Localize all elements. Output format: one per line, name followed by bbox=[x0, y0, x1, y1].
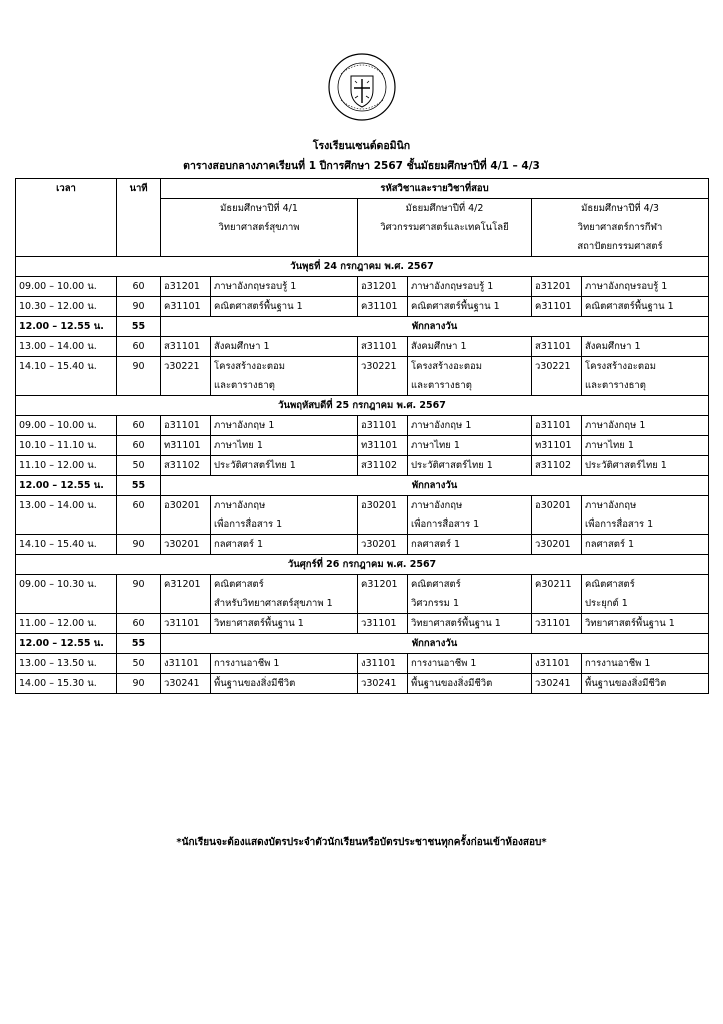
minutes-cell: 90 bbox=[117, 575, 161, 614]
subject-code-cell: ว30241 bbox=[161, 674, 211, 694]
subject-name-cell bbox=[211, 456, 358, 476]
day-header-row bbox=[16, 396, 709, 416]
subject-name-cell-line: กลศาสตร์ 1 bbox=[214, 539, 264, 550]
subject-code-cell: ค31101 bbox=[532, 297, 582, 317]
subject-name-cell bbox=[408, 357, 532, 396]
subject-name-cell bbox=[211, 674, 358, 694]
time-cell: 14.10 – 15.40 น. bbox=[16, 357, 117, 396]
minutes-cell: 55 bbox=[117, 634, 161, 654]
subject-name-cell-line: ประวัติศาสตร์ไทย 1 bbox=[214, 460, 296, 471]
class-program: วิศวกรรมศาสตร์และเทคโนโลยี bbox=[380, 222, 509, 233]
subject-name-cell bbox=[408, 674, 532, 694]
subject-name-cell-line: วิทยาศาสตร์พื้นฐาน 1 bbox=[585, 618, 675, 629]
exam-row bbox=[16, 575, 709, 614]
minutes-cell: 90 bbox=[117, 357, 161, 396]
subject-name-cell-line: พื้นฐานของสิ่งมีชีวิต bbox=[585, 678, 667, 689]
subject-code-cell: ว30241 bbox=[532, 674, 582, 694]
subject-code-cell: ว31101 bbox=[532, 614, 582, 634]
subject-name-cell bbox=[211, 575, 358, 614]
subject-name-cell bbox=[211, 297, 358, 317]
subject-name-cell-line: โครงสร้างอะตอม bbox=[411, 361, 483, 372]
subject-name-cell-line: พื้นฐานของสิ่งมีชีวิต bbox=[214, 678, 296, 689]
subject-name-cell bbox=[408, 456, 532, 476]
subject-code-cell: ค31101 bbox=[161, 297, 211, 317]
class-header-3 bbox=[532, 199, 709, 257]
exam-row bbox=[16, 496, 709, 535]
time-cell: 10.10 – 11.10 น. bbox=[16, 436, 117, 456]
subject-code-cell: ค31201 bbox=[358, 575, 408, 614]
minutes-cell: 90 bbox=[117, 674, 161, 694]
subject-name-cell-line: คณิตศาสตร์ bbox=[585, 579, 635, 590]
minutes-column-header: นาที bbox=[117, 179, 161, 257]
subject-name-cell-line: ภาษาอังกฤษรอบรู้ 1 bbox=[214, 281, 297, 292]
break-label: พักกลางวัน bbox=[161, 476, 709, 496]
subject-name-cell-line: คณิตศาสตร์พื้นฐาน 1 bbox=[585, 301, 674, 312]
subject-code-cell: ส31102 bbox=[161, 456, 211, 476]
exam-row bbox=[16, 416, 709, 436]
exam-row bbox=[16, 456, 709, 476]
minutes-cell: 90 bbox=[117, 535, 161, 555]
time-cell: 12.00 – 12.55 น. bbox=[16, 634, 117, 654]
time-cell: 09.00 – 10.30 น. bbox=[16, 575, 117, 614]
subject-name-cell bbox=[582, 357, 709, 396]
subject-name-cell bbox=[408, 297, 532, 317]
subject-name-cell-line: การงานอาชีพ 1 bbox=[585, 658, 651, 669]
subject-name-cell bbox=[408, 575, 532, 614]
exam-row bbox=[16, 436, 709, 456]
subject-name-cell-line: สังคมศึกษา 1 bbox=[585, 341, 641, 352]
subject-name-cell-line: เพื่อการสื่อสาร 1 bbox=[411, 519, 480, 530]
subject-name-cell bbox=[408, 337, 532, 357]
subject-name-cell-line: พื้นฐานของสิ่งมีชีวิต bbox=[411, 678, 493, 689]
subject-name-cell-line: ภาษาอังกฤษ 1 bbox=[585, 420, 646, 431]
subject-name-cell bbox=[582, 535, 709, 555]
subject-name-cell bbox=[211, 436, 358, 456]
subject-name-cell-line: ภาษาอังกฤษ bbox=[214, 500, 266, 511]
minutes-cell: 60 bbox=[117, 277, 161, 297]
exam-row bbox=[16, 614, 709, 634]
time-cell: 13.00 – 14.00 น. bbox=[16, 496, 117, 535]
subject-name-cell bbox=[582, 337, 709, 357]
subject-name-cell bbox=[211, 277, 358, 297]
day-title: วันศุกร์ที่ 26 กรกฎาคม พ.ศ. 2567 bbox=[16, 555, 709, 575]
subject-name-cell-line: กลศาสตร์ 1 bbox=[411, 539, 461, 550]
day-title: วันพุธที่ 24 กรกฎาคม พ.ศ. 2567 bbox=[16, 257, 709, 277]
class-program: สถาปัตยกรรมศาสตร์ bbox=[577, 241, 663, 252]
subject-name-cell bbox=[211, 337, 358, 357]
exam-row bbox=[16, 297, 709, 317]
time-cell: 12.00 – 12.55 น. bbox=[16, 476, 117, 496]
time-cell: 09.00 – 10.00 น. bbox=[16, 277, 117, 297]
time-cell: 11.10 – 12.00 น. bbox=[16, 456, 117, 476]
subject-name-cell-line: สังคมศึกษา 1 bbox=[411, 341, 467, 352]
subject-name-cell bbox=[408, 654, 532, 674]
subject-name-cell-line: ภาษาไทย 1 bbox=[214, 440, 263, 451]
subject-name-cell-line: คณิตศาสตร์พื้นฐาน 1 bbox=[214, 301, 303, 312]
subject-name-cell-line: คณิตศาสตร์พื้นฐาน 1 bbox=[411, 301, 500, 312]
time-cell: 14.00 – 15.30 น. bbox=[16, 674, 117, 694]
subject-name-cell-line: สังคมศึกษา 1 bbox=[214, 341, 270, 352]
subject-name-cell-line: ประยุกต์ 1 bbox=[585, 598, 628, 609]
subject-name-cell bbox=[408, 535, 532, 555]
class-name: มัธยมศึกษาปีที่ 4/1 bbox=[220, 203, 298, 214]
subject-code-cell: ว30221 bbox=[161, 357, 211, 396]
subject-name-cell-line: โครงสร้างอะตอม bbox=[214, 361, 286, 372]
exam-schedule-table bbox=[15, 178, 709, 694]
lunch-break-row bbox=[16, 476, 709, 496]
subject-name-cell-line: เพื่อการสื่อสาร 1 bbox=[214, 519, 283, 530]
subject-name-cell bbox=[582, 674, 709, 694]
time-cell: 10.30 – 12.00 น. bbox=[16, 297, 117, 317]
subject-code-cell: ค31101 bbox=[358, 297, 408, 317]
subject-name-cell-line: ภาษาอังกฤษ 1 bbox=[214, 420, 275, 431]
subject-name-cell-line: ภาษาไทย 1 bbox=[585, 440, 634, 451]
subject-code-cell: ท31101 bbox=[358, 436, 408, 456]
subject-name-cell-line: สำหรับวิทยาศาสตร์สุขภาพ 1 bbox=[214, 598, 333, 609]
subject-name-cell bbox=[582, 277, 709, 297]
subject-name-cell-line: และตารางธาตุ bbox=[214, 380, 275, 391]
class-name: มัธยมศึกษาปีที่ 4/2 bbox=[405, 203, 484, 214]
subject-code-cell: ค31201 bbox=[161, 575, 211, 614]
subject-name-cell bbox=[211, 496, 358, 535]
subject-name-cell bbox=[211, 357, 358, 396]
subject-name-cell bbox=[408, 436, 532, 456]
minutes-cell: 90 bbox=[117, 297, 161, 317]
class-program: วิทยาศาสตร์การกีฬา bbox=[577, 222, 663, 233]
subject-name-cell-line: วิทยาศาสตร์พื้นฐาน 1 bbox=[411, 618, 501, 629]
subject-name-cell-line: ภาษาอังกฤษ bbox=[585, 500, 637, 511]
minutes-cell: 60 bbox=[117, 337, 161, 357]
break-label: พักกลางวัน bbox=[161, 634, 709, 654]
subject-code-cell: ว30241 bbox=[358, 674, 408, 694]
minutes-cell: 50 bbox=[117, 456, 161, 476]
subject-code-cell: ส31101 bbox=[358, 337, 408, 357]
subject-code-cell: อ31201 bbox=[532, 277, 582, 297]
time-cell: 14.10 – 15.40 น. bbox=[16, 535, 117, 555]
subject-name-cell-line: วิทยาศาสตร์พื้นฐาน 1 bbox=[214, 618, 304, 629]
exam-row bbox=[16, 535, 709, 555]
subject-name-cell bbox=[582, 416, 709, 436]
subject-code-cell: ว30221 bbox=[532, 357, 582, 396]
day-header-row bbox=[16, 257, 709, 277]
minutes-cell: 60 bbox=[117, 496, 161, 535]
subject-code-cell: อ30201 bbox=[161, 496, 211, 535]
minutes-cell: 60 bbox=[117, 436, 161, 456]
subject-code-cell: อ31101 bbox=[532, 416, 582, 436]
lunch-break-row bbox=[16, 634, 709, 654]
subject-name-cell bbox=[582, 654, 709, 674]
subject-code-cell: อ30201 bbox=[358, 496, 408, 535]
subject-code-cell: ค30211 bbox=[532, 575, 582, 614]
subject-name-cell bbox=[211, 535, 358, 555]
break-label: พักกลางวัน bbox=[161, 317, 709, 337]
exam-row bbox=[16, 357, 709, 396]
school-logo bbox=[327, 52, 397, 122]
exam-row bbox=[16, 654, 709, 674]
subject-name-cell bbox=[582, 297, 709, 317]
class-program: วิทยาศาสตร์สุขภาพ bbox=[218, 222, 300, 233]
subject-name-cell-line: และตารางธาตุ bbox=[585, 380, 646, 391]
subject-name-cell bbox=[582, 575, 709, 614]
day-header-row bbox=[16, 555, 709, 575]
subject-name-cell-line: ภาษาไทย 1 bbox=[411, 440, 460, 451]
subject-name-cell bbox=[408, 416, 532, 436]
class-name: มัธยมศึกษาปีที่ 4/3 bbox=[581, 203, 659, 214]
subject-code-cell: ส31101 bbox=[161, 337, 211, 357]
subject-name-cell-line: และตารางธาตุ bbox=[411, 380, 472, 391]
subject-name-cell-line: ภาษาอังกฤษรอบรู้ 1 bbox=[411, 281, 494, 292]
subject-code-cell: ท31101 bbox=[532, 436, 582, 456]
subject-code-cell: ว30201 bbox=[358, 535, 408, 555]
subject-code-cell: ง31101 bbox=[532, 654, 582, 674]
subject-code-cell: ง31101 bbox=[358, 654, 408, 674]
day-title: วันพฤหัสบดีที่ 25 กรกฎาคม พ.ศ. 2567 bbox=[16, 396, 709, 416]
subject-code-cell: ว30201 bbox=[161, 535, 211, 555]
subject-name-cell bbox=[582, 496, 709, 535]
schedule-body bbox=[16, 257, 709, 694]
subject-name-cell-line: วิศวกรรม 1 bbox=[411, 598, 459, 609]
time-cell: 09.00 – 10.00 น. bbox=[16, 416, 117, 436]
subject-code-cell: ว30201 bbox=[532, 535, 582, 555]
subject-code-cell: ว31101 bbox=[358, 614, 408, 634]
exam-row bbox=[16, 277, 709, 297]
subject-name-cell-line: ภาษาอังกฤษรอบรู้ 1 bbox=[585, 281, 668, 292]
time-cell: 11.00 – 12.00 น. bbox=[16, 614, 117, 634]
subject-name-cell bbox=[582, 456, 709, 476]
subject-name-cell-line: การงานอาชีพ 1 bbox=[411, 658, 477, 669]
subject-name-cell-line: โครงสร้างอะตอม bbox=[585, 361, 657, 372]
minutes-cell: 60 bbox=[117, 416, 161, 436]
subject-name-cell bbox=[211, 614, 358, 634]
subject-code-cell: อ31101 bbox=[161, 416, 211, 436]
subject-code-cell: อ31201 bbox=[358, 277, 408, 297]
exam-row bbox=[16, 674, 709, 694]
subject-name-cell-line: ประวัติศาสตร์ไทย 1 bbox=[585, 460, 667, 471]
subject-code-cell: ส31102 bbox=[532, 456, 582, 476]
subject-name-cell-line: ประวัติศาสตร์ไทย 1 bbox=[411, 460, 493, 471]
subject-name-cell bbox=[211, 416, 358, 436]
subjects-column-header: รหัสวิชาและรายวิชาที่สอบ bbox=[161, 179, 709, 199]
subject-code-cell: ส31101 bbox=[532, 337, 582, 357]
minutes-cell: 55 bbox=[117, 476, 161, 496]
subject-name-cell-line: คณิตศาสตร์ bbox=[214, 579, 264, 590]
subject-name-cell-line: การงานอาชีพ 1 bbox=[214, 658, 280, 669]
lunch-break-row bbox=[16, 317, 709, 337]
subject-code-cell: ท31101 bbox=[161, 436, 211, 456]
subject-name-cell-line: ภาษาอังกฤษ 1 bbox=[411, 420, 472, 431]
subject-name-cell-line: คณิตศาสตร์ bbox=[411, 579, 461, 590]
class-header-2 bbox=[358, 199, 532, 257]
subject-code-cell: อ31101 bbox=[358, 416, 408, 436]
footer-note: *นักเรียนจะต้องแสดงบัตรประจำตัวนักเรียนหรือบัตรประชาชนทุกครั้งก่อนเข้าห้องสอบ* bbox=[176, 837, 547, 848]
subject-code-cell: ว30221 bbox=[358, 357, 408, 396]
subject-name-cell bbox=[408, 277, 532, 297]
time-cell: 13.00 – 13.50 น. bbox=[16, 654, 117, 674]
minutes-cell: 50 bbox=[117, 654, 161, 674]
subject-code-cell: ง31101 bbox=[161, 654, 211, 674]
class-header-1 bbox=[161, 199, 358, 257]
school-name: โรงเรียนเซนต์ดอมินิก bbox=[312, 140, 411, 152]
exam-row bbox=[16, 337, 709, 357]
subject-name-cell bbox=[408, 614, 532, 634]
time-cell: 12.00 – 12.55 น. bbox=[16, 317, 117, 337]
schedule-title: ตารางสอบกลางภาคเรียนที่ 1 ปีการศึกษา 2567 ชั้นมัธยมศึกษาปีที่ 4/1 – 4/3 bbox=[183, 160, 540, 172]
time-column-header: เวลา bbox=[16, 179, 117, 257]
subject-code-cell: อ31201 bbox=[161, 277, 211, 297]
time-cell: 13.00 – 14.00 น. bbox=[16, 337, 117, 357]
subject-name-cell-line: เพื่อการสื่อสาร 1 bbox=[585, 519, 654, 530]
minutes-cell: 60 bbox=[117, 614, 161, 634]
subject-code-cell: อ30201 bbox=[532, 496, 582, 535]
subject-name-cell-line: ภาษาอังกฤษ bbox=[411, 500, 463, 511]
subject-name-cell bbox=[408, 496, 532, 535]
subject-name-cell bbox=[582, 614, 709, 634]
subject-name-cell bbox=[582, 436, 709, 456]
subject-code-cell: ส31102 bbox=[358, 456, 408, 476]
subject-code-cell: ว31101 bbox=[161, 614, 211, 634]
minutes-cell: 55 bbox=[117, 317, 161, 337]
subject-name-cell bbox=[211, 654, 358, 674]
subject-name-cell-line: กลศาสตร์ 1 bbox=[585, 539, 635, 550]
